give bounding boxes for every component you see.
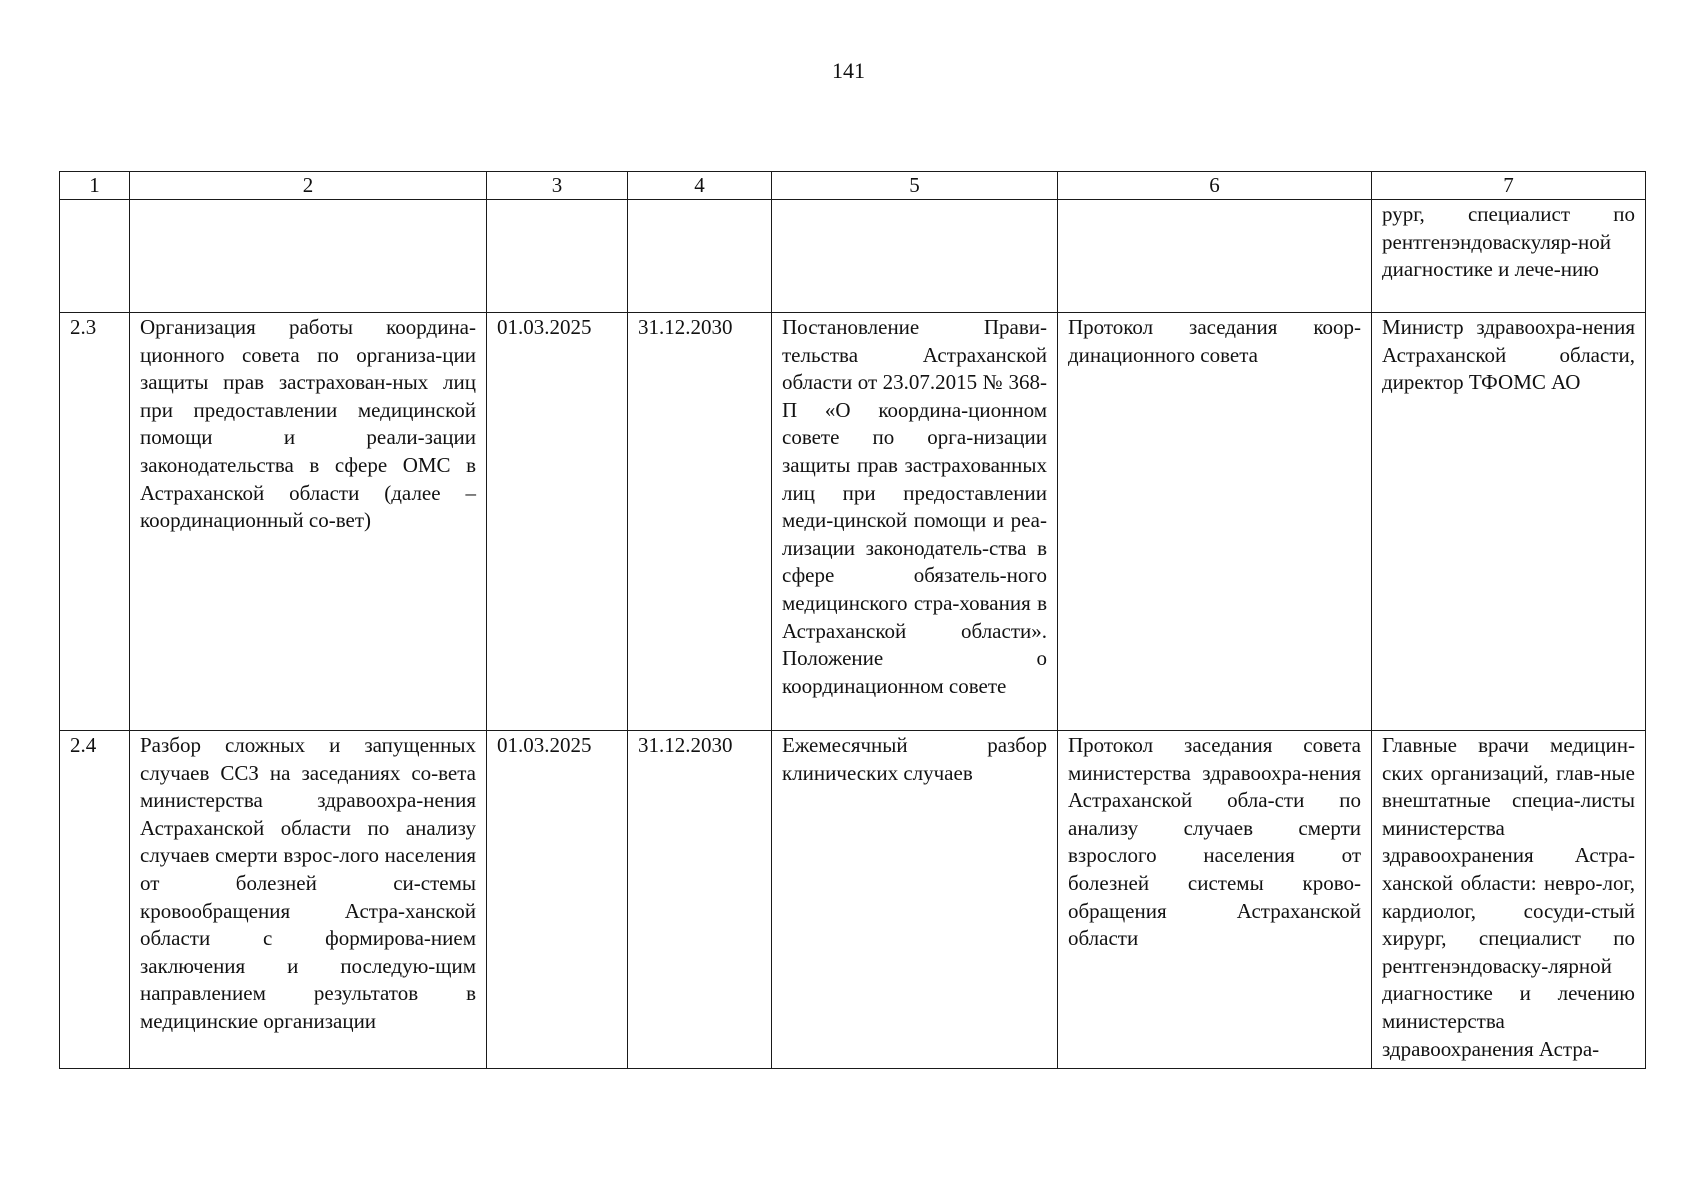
cell-responsible: Министр здравоохра-нения Астраханской области, директор ТФОМС АО (1372, 313, 1646, 731)
cell-number: 2.3 (60, 313, 130, 731)
column-header-4: 4 (628, 172, 772, 200)
cell-start-date: 01.03.2025 (487, 731, 628, 1069)
cell-empty (130, 200, 487, 313)
column-header-7: 7 (1372, 172, 1646, 200)
column-header-2: 2 (130, 172, 487, 200)
cell-result: Протокол заседания совета министерства здравоохра-нения Астраханской обла-сти по анализу случаев смерти взрослого населения от болезней системы крово-обращения Астраханской области (1058, 731, 1372, 1069)
cell-responsible: Главные врачи медицин-ских организаций, глав-ные внештатные специа-листы министерства здравоохранения Астра-ханской области: невро-лог, кардиолог, сосуди-стый хирург, специалист по рентгенэндоваску-лярной диагностике и лечению министерства здравоохранения Астра- (1372, 731, 1646, 1069)
cell-start-date: 01.03.2025 (487, 313, 628, 731)
cell-empty (60, 200, 130, 313)
column-header-1: 1 (60, 172, 130, 200)
cell-basis: Ежемесячный разбор клинических случаев (772, 731, 1058, 1069)
page-number: 141 (832, 58, 865, 83)
cell-empty (628, 200, 772, 313)
cell-activity: Организация работы координа-ционного совета по организа-ции защиты прав застрахован-ных лиц при предоставлении медицинской помощи и реали-зации законодательства в сфере ОМС в Астраханской области (далее – координационный со-вет) (130, 313, 487, 731)
cell-activity: Разбор сложных и запущенных случаев ССЗ на заседаниях со-вета министерства здравоохра-нения Астраханской области по анализу случаев смерти взрос-лого населения от болезней си-стемы кровообращения Астра-ханской области с формирова-нием заключения и последую-щим направлением результатов в медицинские организации (130, 731, 487, 1069)
cell-empty (772, 200, 1058, 313)
column-header-3: 3 (487, 172, 628, 200)
table-row (60, 313, 1646, 731)
cell-number: 2.4 (60, 731, 130, 1069)
column-number-row (60, 172, 1646, 200)
cell-empty (1058, 200, 1372, 313)
cell-responsible-continuation: рург, специалист по рентгенэндоваскуляр-ной диагностике и лече-нию (1372, 200, 1646, 313)
cell-result: Протокол заседания коор-динационного совета (1058, 313, 1372, 731)
cell-empty (487, 200, 628, 313)
column-header-5: 5 (772, 172, 1058, 200)
plan-table (59, 171, 1646, 1069)
cell-end-date: 31.12.2030 (628, 731, 772, 1069)
table-row (60, 731, 1646, 1069)
cell-end-date: 31.12.2030 (628, 313, 772, 731)
table-row-continuation (60, 200, 1646, 313)
column-header-6: 6 (1058, 172, 1372, 200)
cell-basis: Постановление Прави-тельства Астраханской области от 23.07.2015 № 368-П «О координа-ционном совете по орга-низации защиты прав застрахованных лиц при предоставлении меди-цинской помощи и реа-лизации законодатель-ства в сфере обязатель-ного медицинского стра-хования в Астраханской области». Положение о координационном совете (772, 313, 1058, 731)
